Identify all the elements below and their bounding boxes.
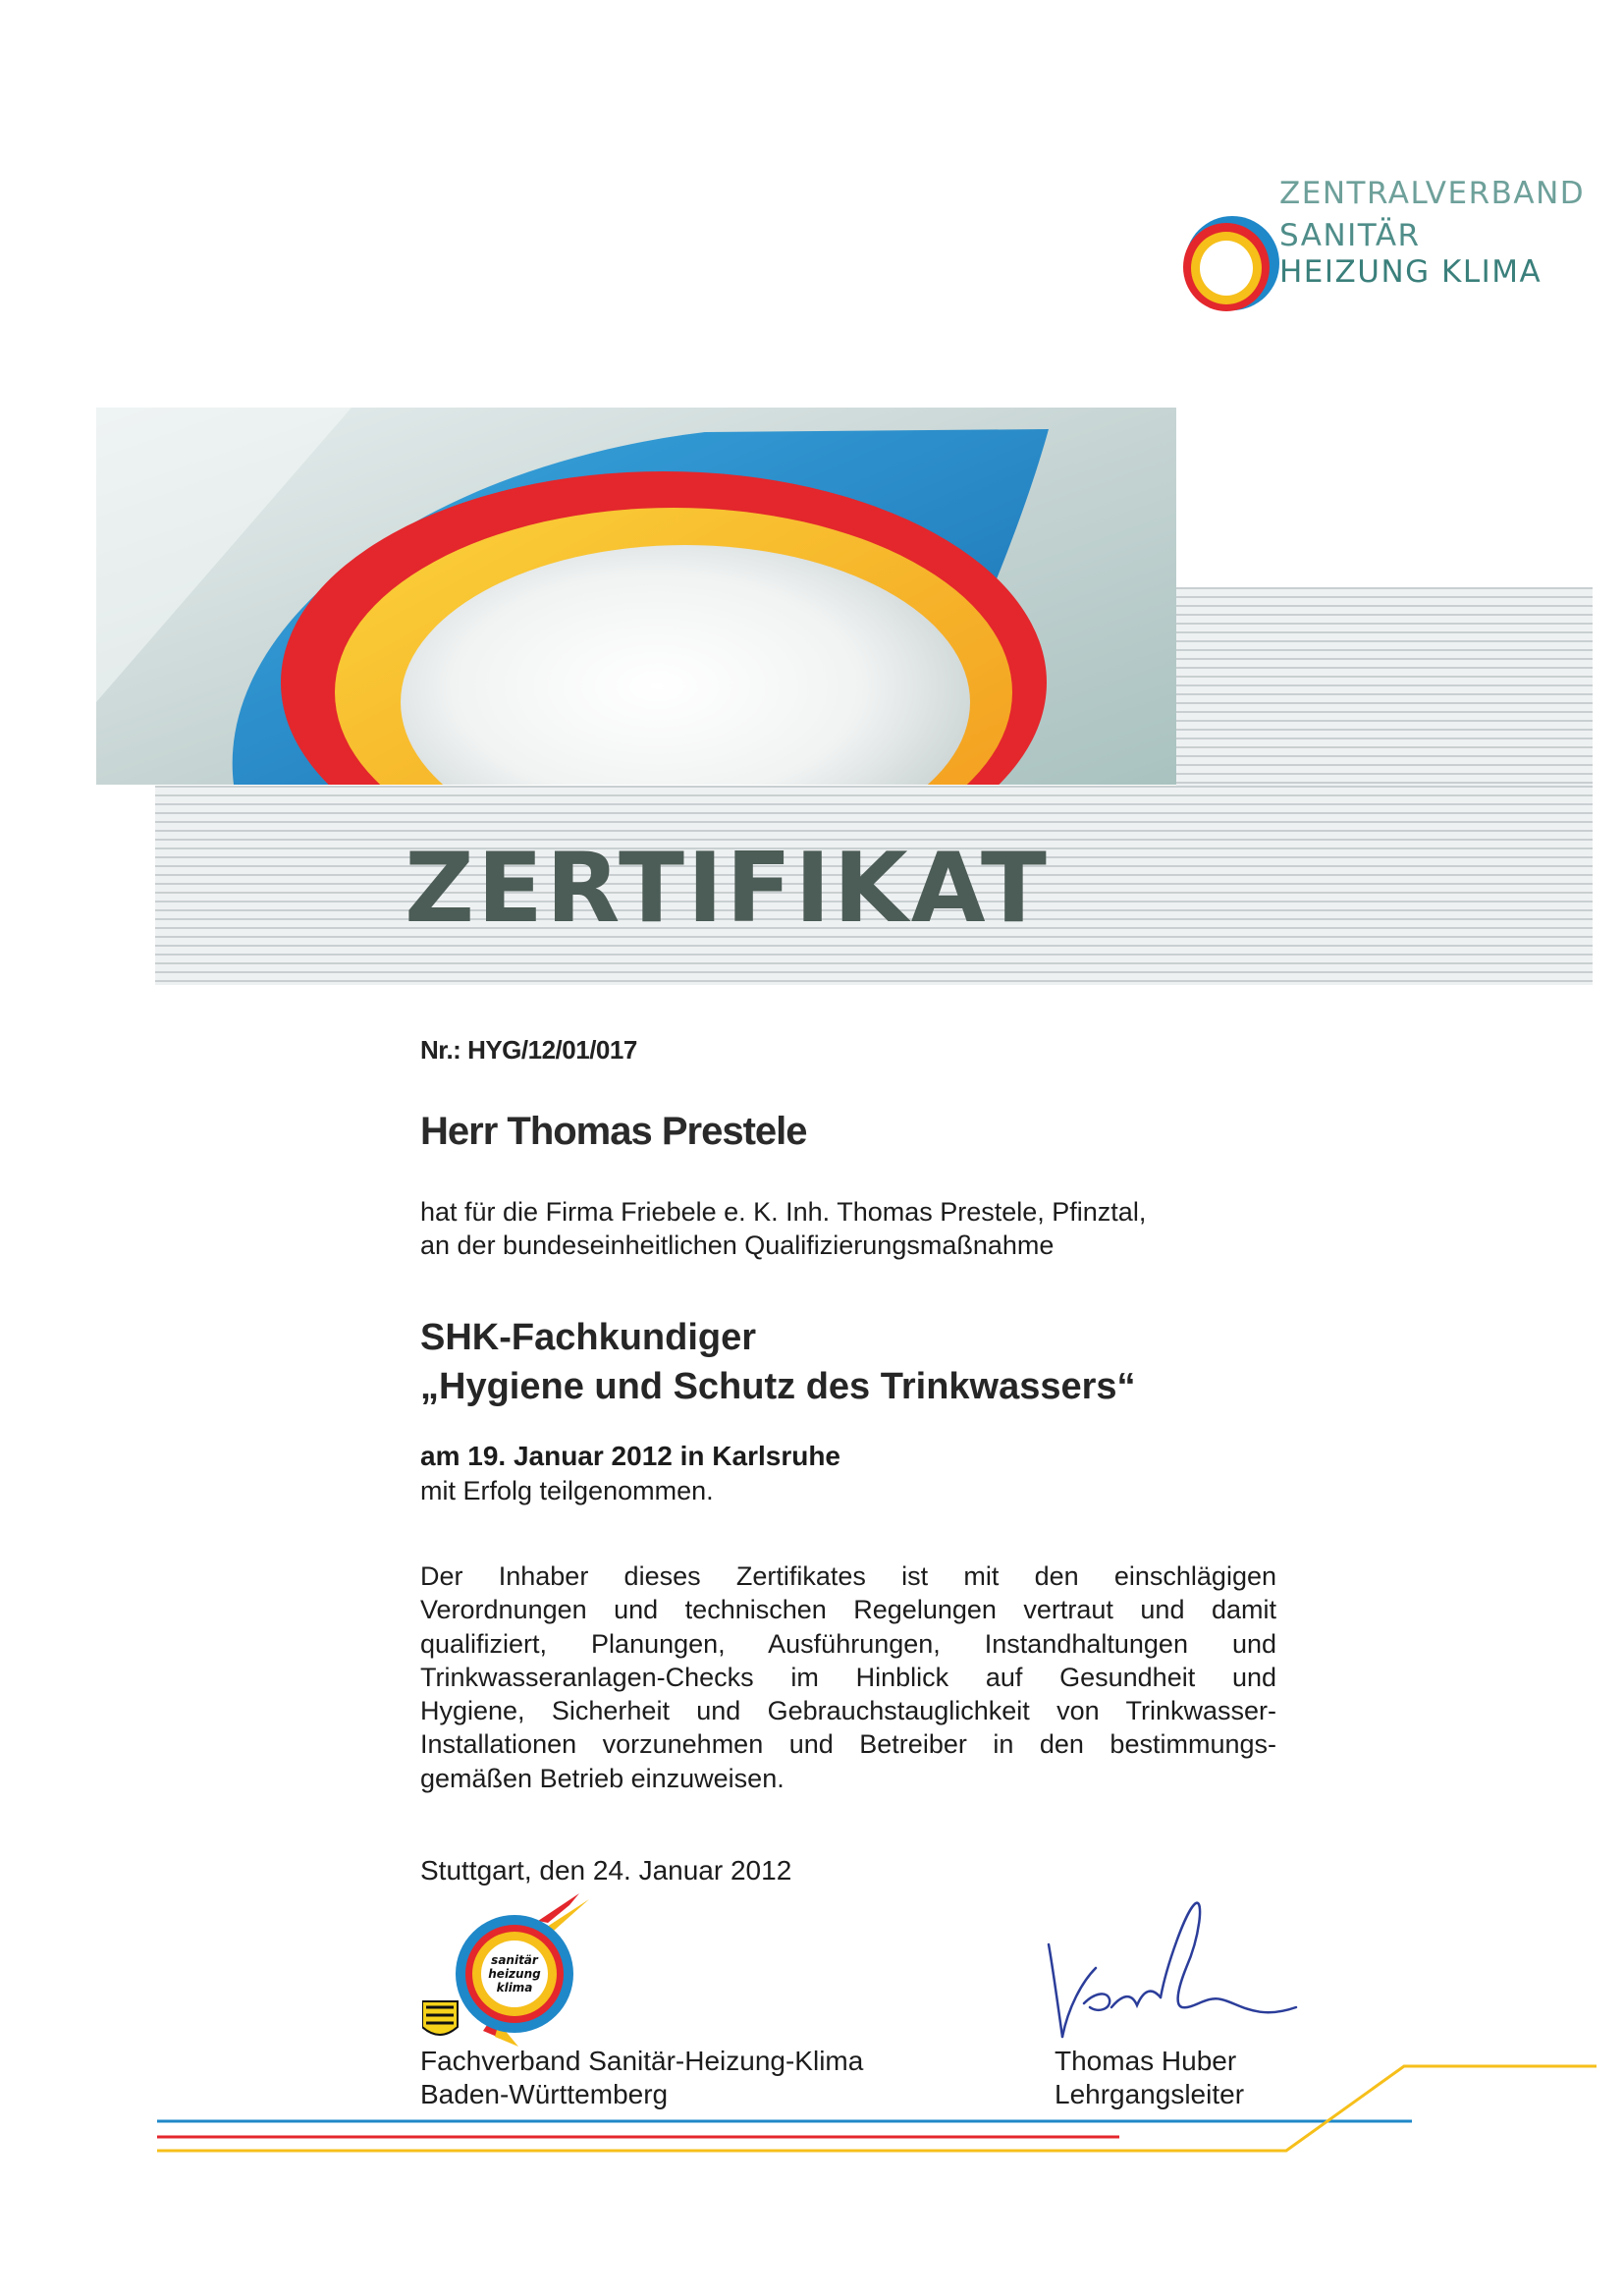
shk-logo-text-2: heizung [488,1967,541,1981]
description-line: Hygiene, Sicherheit und Gebrauchstauglichkeit von Trinkwasser- [420,1696,1276,1726]
intro-line-1: hat für die Firma Friebele e. K. Inh. Thomas Prestele, Pfinztal, [420,1197,1147,1227]
org-name-line-3: HEIZUNG KLIMA [1279,254,1543,290]
certificate-number: Nr.: HYG/12/01/017 [420,1035,637,1065]
certificate-description [420,1559,1276,1795]
description-line: Trinkwasseranlagen-Checks im Hinblick auf Gesundheit und [420,1662,1276,1692]
description-line: Installationen vorzunehmen und Betreiber in den bestimmungs- [420,1729,1276,1760]
course-title-line-2: „Hygiene und Schutz des Trinkwassers“ [420,1366,1136,1407]
course-date-place: am 19. Januar 2012 in Karlsruhe [420,1441,840,1471]
hero-stripes-right [1176,587,1593,786]
org-name-line-1: ZENTRALVERBAND [1279,176,1586,211]
course-title-line-1: SHK-Fachkundiger [420,1317,757,1358]
hero-ring-graphic [96,408,1176,785]
footer-org-line-2: Baden-Württemberg [420,2079,669,2109]
issue-place-date: Stuttgart, den 24. Januar 2012 [420,1855,792,1886]
footer-org-line-1: Fachverband Sanitär-Heizung-Klima [420,2046,864,2076]
description-line: gemäßen Betrieb einzuweisen. [420,1763,785,1793]
signer-name: Thomas Huber [1055,2046,1237,2076]
description-line: qualifiziert, Planungen, Ausführungen, Instandhaltungen und [420,1628,1276,1659]
footer-decorative-lines [0,2050,1624,2168]
course-result: mit Erfolg teilgenommen. [420,1476,714,1505]
shk-logo-text-1: sanitär [491,1953,538,1967]
recipient-name: Herr Thomas Prestele [420,1110,807,1153]
description-line: Der Inhaber dieses Zertifikates ist mit den einschlägigen [420,1561,1276,1591]
intro-line-2: an der bundeseinheitlichen Qualifizierungsmaßnahme [420,1230,1055,1260]
signer-role: Lehrgangsleiter [1055,2079,1245,2109]
handwritten-signature [1039,1897,1304,2045]
description-line: Verordnungen und technischen Regelungen vertraut und damit [420,1595,1276,1625]
shk-logo-text-3: klima [496,1981,533,1995]
zvshk-logo [1173,214,1283,317]
certificate-heading: ZERTIFIKAT [405,833,1050,945]
wuerttemberg-crest-icon [422,2001,458,2035]
shk-bw-logo [422,1893,599,2050]
org-name-line-2: SANITÄR [1279,218,1421,253]
